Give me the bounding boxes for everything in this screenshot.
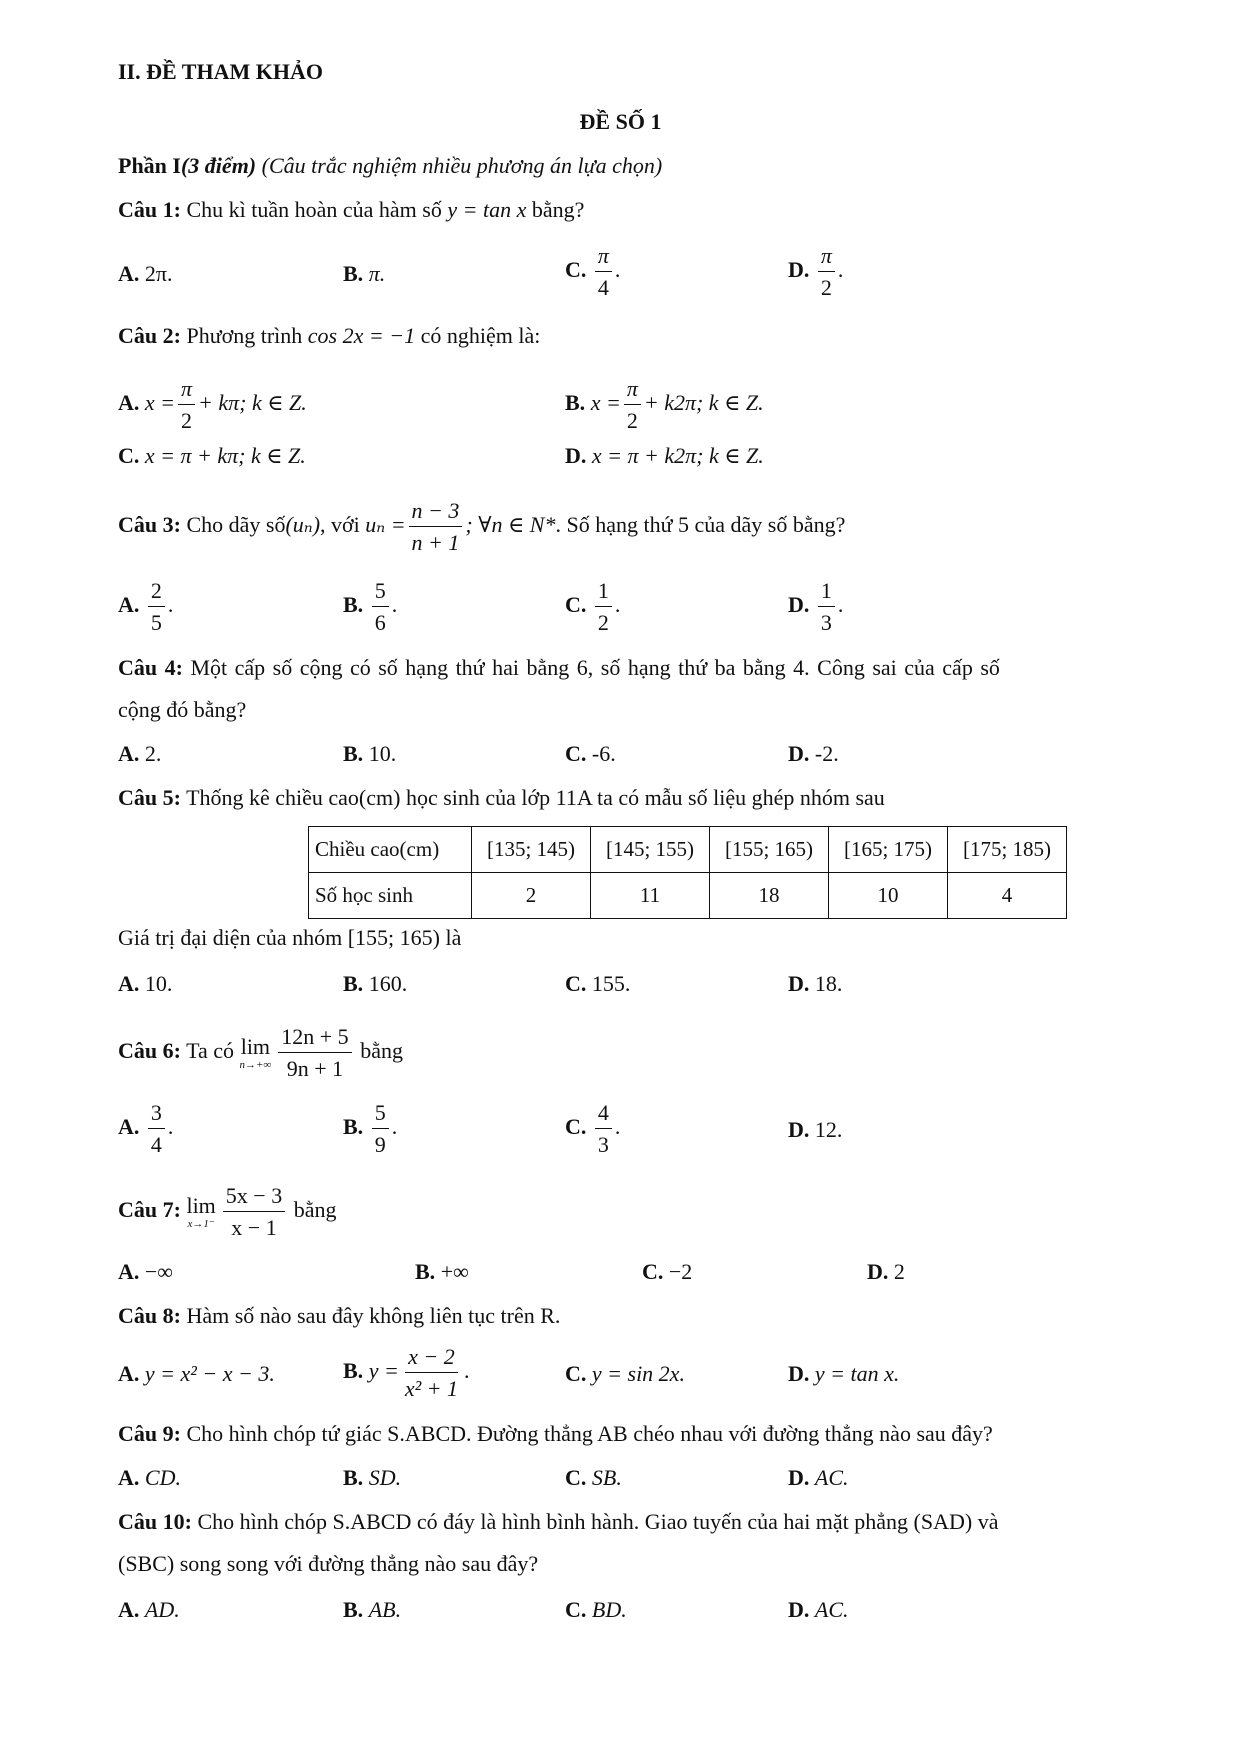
q3-option-d[interactable]: D. $\frac{1}{3}$ . — [788, 578, 844, 635]
table-header-cell: [155; 165) — [710, 827, 829, 873]
question-6: Câu 6: Ta có lim n→+∞ $\frac{12n + 5}{9n + 1}$ bằng — [118, 1024, 403, 1081]
q7-option-a[interactable]: A. −∞ — [118, 1259, 173, 1284]
q4-option-a[interactable]: A. 2. — [118, 741, 162, 766]
table-row — [309, 827, 1067, 873]
q2-option-c[interactable]: C. x = π + kπ; k ∈ Z. — [118, 443, 306, 468]
question-8: Câu 8: Hàm số nào sau đây không liên tục trên R. — [118, 1303, 561, 1328]
part-label: Phần I — [118, 153, 181, 178]
q2-option-d[interactable]: D. x = π + k2π; k ∈ Z. — [565, 443, 764, 468]
q1-option-a[interactable]: A. 2π. — [118, 261, 173, 286]
question-3: Câu 3: Cho dãy số(uₙ), với uₙ = $\frac{n - 3}{n + 1}$ ; ∀n ∈ N*. Số hạng thứ 5 của dãy số bằng? — [118, 498, 846, 555]
q1-tail: bằng? — [531, 197, 585, 222]
q7-option-d[interactable]: D. 2 — [867, 1259, 905, 1284]
table-cell: 4 — [948, 873, 1067, 919]
q9-option-c[interactable]: C. SB. — [565, 1465, 622, 1490]
part-note: (Câu trắc nghiệm nhiều phương án lựa chọn) — [261, 153, 663, 178]
question-4-cont: cộng đó bằng? — [118, 697, 247, 722]
question-10: Câu 10: Cho hình chóp S.ABCD có đáy là hình bình hành. Giao tuyến của hai mặt phẳng (SAD) và — [118, 1509, 999, 1534]
table-header-cell: [145; 155) — [591, 827, 710, 873]
q2-label: Câu 2: — [118, 323, 181, 348]
question-10-cont: (SBC) song song với đường thẳng nào sau đây? — [118, 1551, 539, 1576]
question-2: Câu 2: Phương trình cos 2x = −1 có nghiệm là: — [118, 323, 541, 348]
table-header-cell: Chiều cao(cm) — [309, 827, 472, 873]
height-frequency-table — [308, 826, 1067, 919]
q1-label: Câu 1: — [118, 197, 181, 222]
q5-option-d[interactable]: D. 18. — [788, 971, 843, 996]
q10-option-a[interactable]: A. AD. — [118, 1597, 180, 1622]
section-title: II. ĐỀ THAM KHẢO — [118, 59, 323, 84]
q2-expr: cos 2x = −1 — [307, 323, 416, 348]
q3-option-a[interactable]: A. $\frac{2}{5}$ . — [118, 578, 174, 635]
q9-option-b[interactable]: B. SD. — [343, 1465, 402, 1490]
part-points: (3 điểm) — [180, 153, 257, 178]
q2-option-a[interactable]: A. x = $\frac{\pi}{2}$ + kπ; k ∈ Z. — [118, 376, 307, 433]
q8-option-c[interactable]: C. y = sin 2x. — [565, 1361, 685, 1386]
q10-option-b[interactable]: B. AB. — [343, 1597, 402, 1622]
q8-option-d[interactable]: D. y = tan x. — [788, 1361, 900, 1386]
table-header-cell: [165; 175) — [829, 827, 948, 873]
q10-option-d[interactable]: D. AC. — [788, 1597, 849, 1622]
q8-option-b[interactable]: B. y = $\frac{x - 2}{\text{x² + 1}}$ . — [343, 1344, 470, 1401]
question-9: Câu 9: Cho hình chóp tứ giác S.ABCD. Đường thẳng AB chéo nhau với đường thẳng nào sau đây? — [118, 1421, 993, 1446]
q1-option-c[interactable]: C. $\frac{\pi}{4}$ . — [565, 243, 621, 300]
q5-option-b[interactable]: B. 160. — [343, 971, 408, 996]
table-header-cell: [135; 145) — [472, 827, 591, 873]
q2-option-b[interactable]: B. x = $\frac{\pi}{2}$ + k2π; k ∈ Z. — [565, 376, 764, 433]
q9-option-a[interactable]: A. CD. — [118, 1465, 181, 1490]
question-5: Câu 5: Thống kê chiều cao(cm) học sinh của lớp 11A ta có mẫu số liệu ghép nhóm sau — [118, 785, 885, 810]
question-7: Câu 7: lim x→1⁻ $\frac{5x - 3}{x - 1}$ bằng — [118, 1183, 337, 1240]
q4-option-d[interactable]: D. -2. — [788, 741, 839, 766]
q6-option-a[interactable]: A. $\frac{3}{4}$ . — [118, 1100, 174, 1157]
q7-option-c[interactable]: C. −2 — [642, 1259, 693, 1284]
table-row — [309, 873, 1067, 919]
exam-title: ĐỀ SỐ 1 — [579, 109, 662, 134]
q6-option-d[interactable]: D. 12. — [788, 1117, 843, 1142]
table-cell: 18 — [710, 873, 829, 919]
q6-option-c[interactable]: C. $\frac{4}{3}$ . — [565, 1100, 621, 1157]
q5-option-c[interactable]: C. 155. — [565, 971, 631, 996]
q9-option-d[interactable]: D. AC. — [788, 1465, 849, 1490]
q7-option-b[interactable]: B. +∞ — [415, 1259, 469, 1284]
q8-option-a[interactable]: A. y = x² − x − 3. — [118, 1361, 275, 1386]
q6-option-b[interactable]: B. $\frac{5}{9}$ . — [343, 1100, 398, 1157]
question-4: Câu 4: Một cấp số cộng có số hạng thứ hai bằng 6, số hạng thứ ba bằng 4. Công sai của cấp số — [118, 655, 1000, 680]
question-1 — [118, 196, 584, 224]
q5-option-a[interactable]: A. 10. — [118, 971, 173, 996]
q1-option-d[interactable]: D. $\frac{\pi}{2}$ . — [788, 243, 844, 300]
q1-option-b[interactable]: B. π. — [343, 261, 386, 286]
q1-text: Chu kì tuần hoàn của hàm số — [186, 197, 442, 222]
table-cell: 2 — [472, 873, 591, 919]
q10-option-c[interactable]: C. BD. — [565, 1597, 627, 1622]
table-header-cell: [175; 185) — [948, 827, 1067, 873]
q3-option-c[interactable]: C. $\frac{1}{2}$ . — [565, 578, 621, 635]
q3-option-b[interactable]: B. $\frac{5}{6}$ . — [343, 578, 398, 635]
part-heading — [118, 152, 662, 180]
q4-option-b[interactable]: B. 10. — [343, 741, 397, 766]
table-cell: 10 — [829, 873, 948, 919]
table-cell: Số học sinh — [309, 873, 472, 919]
table-cell: 11 — [591, 873, 710, 919]
question-5-ask: Giá trị đại diện của nhóm [155; 165) là — [118, 925, 462, 950]
q4-option-c[interactable]: C. -6. — [565, 741, 616, 766]
q1-expr: y = tan x — [447, 197, 527, 222]
